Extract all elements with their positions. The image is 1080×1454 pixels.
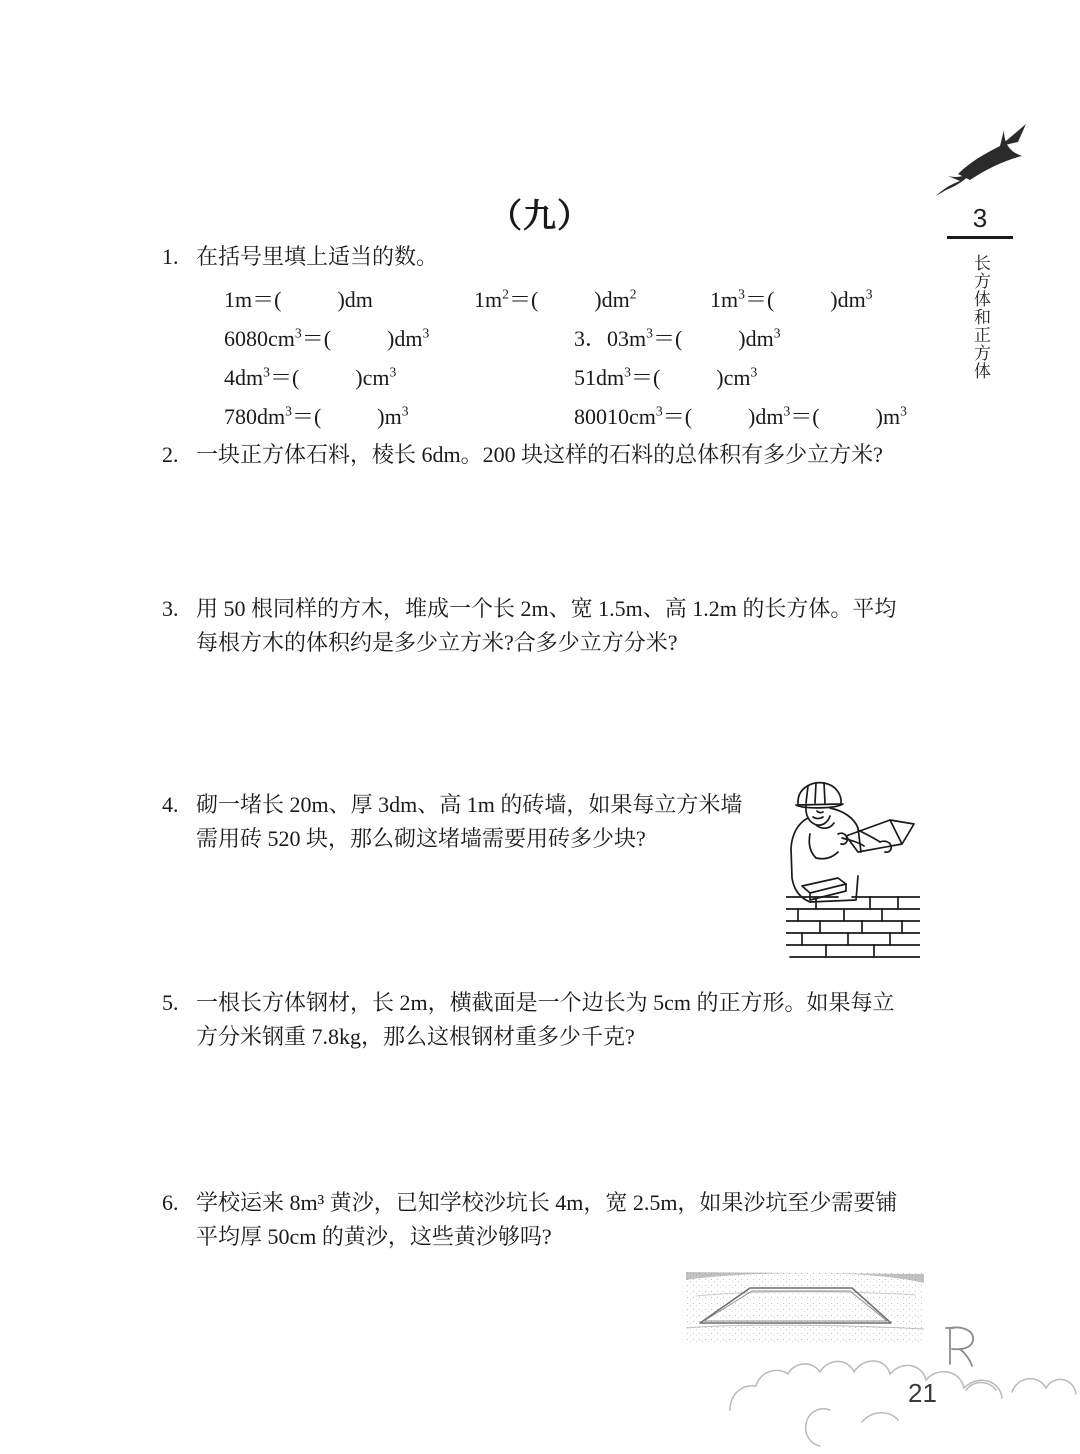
problem-2-line-1: 一块正方体石料，棱长 6dm。200 块这样的石料的总体积有多少立方米? xyxy=(196,442,883,467)
problem-6-number: 6. xyxy=(162,1190,179,1215)
problem-1-prompt: 在括号里填上适当的数。 xyxy=(196,244,439,269)
fill-item-303m3-dm3[interactable]: 3．$03m^3=$( )$dm^3$ xyxy=(574,325,781,351)
chapter-title-vertical: 长方体和正方体 xyxy=(970,254,990,380)
page-number: 21 xyxy=(908,1378,937,1408)
fill-item-1m2-dm2[interactable]: $1m^2=$( )$dm^2$ xyxy=(474,286,637,312)
fill-item-51dm3-cm3[interactable]: $51dm^3=$( )$cm^3$ xyxy=(574,364,758,390)
problem-4 xyxy=(162,788,742,856)
publisher-r-logo xyxy=(942,1322,982,1370)
fill-item-780dm3-m3[interactable]: $780dm^3=$( )$m^3$ xyxy=(224,403,409,429)
bricklayer-illustration xyxy=(786,778,920,958)
problem-4-line-1: 砌一堵长 20m、厚 3dm、高 1m 的砖墙，如果每立方米墙 xyxy=(196,792,743,817)
fill-item-1m3-dm3[interactable]: $1m^3=$( )$dm^3$ xyxy=(710,286,873,312)
problem-3-line-1: 用 50 根同样的方木，堆成一个长 2m、宽 1.5m、高 1.2m 的长方体。平均 xyxy=(196,596,897,621)
problem-4-number: 4. xyxy=(162,792,179,817)
fill-row-3 xyxy=(196,358,758,397)
page-title: （九） xyxy=(489,199,591,235)
problem-6-line-2: 平均厚 50cm 的黄沙，这些黄沙够吗? xyxy=(196,1224,552,1249)
fill-row-1 xyxy=(196,280,873,319)
problem-3-number: 3. xyxy=(162,596,179,621)
problem-6-line-1: 学校运来 8m³ 黄沙，已知学校沙坑长 4m，宽 2.5m，如果沙坑至少需要铺 xyxy=(196,1190,898,1215)
problem-1 xyxy=(162,240,907,436)
problem-5 xyxy=(162,986,895,1054)
fill-row-4 xyxy=(196,397,907,436)
fill-item-80010cm3-dm3-m3[interactable]: $80010cm^3=$( )$dm^3=$( )$m^3$ xyxy=(574,403,907,429)
problem-3-line-2: 每根方木的体积约是多少立方米?合多少立方分米? xyxy=(196,630,678,655)
problem-5-line-2: 方分米钢重 7.8kg，那么这根钢材重多少千克? xyxy=(196,1024,635,1049)
fill-item-1m-dm[interactable]: 1m＝( )dm xyxy=(224,287,373,312)
problem-5-number: 5. xyxy=(162,990,179,1015)
chapter-number: 3 xyxy=(972,203,988,233)
problem-1-number: 1. xyxy=(162,244,179,269)
sandpit-illustration xyxy=(686,1266,924,1352)
problem-2 xyxy=(162,438,883,472)
fill-item-4dm3-cm3[interactable]: $4dm^3=$( )$cm^3$ xyxy=(224,364,397,390)
problem-3 xyxy=(162,592,896,660)
cloud-decoration xyxy=(724,1348,1080,1454)
fill-in-blank-rows xyxy=(196,280,907,436)
fill-item-6080cm3-dm3[interactable]: $6080cm^3=$( )$dm^3$ xyxy=(224,325,430,351)
fill-row-2 xyxy=(196,319,781,358)
problem-4-line-2: 需用砖 520 块，那么砌这堵墙需要用砖多少块? xyxy=(196,826,646,851)
problem-6 xyxy=(162,1186,897,1254)
problem-5-line-1: 一根长方体钢材，长 2m，横截面是一个边长为 5cm 的正方形。如果每立 xyxy=(196,990,895,1015)
problem-2-number: 2. xyxy=(162,442,179,467)
